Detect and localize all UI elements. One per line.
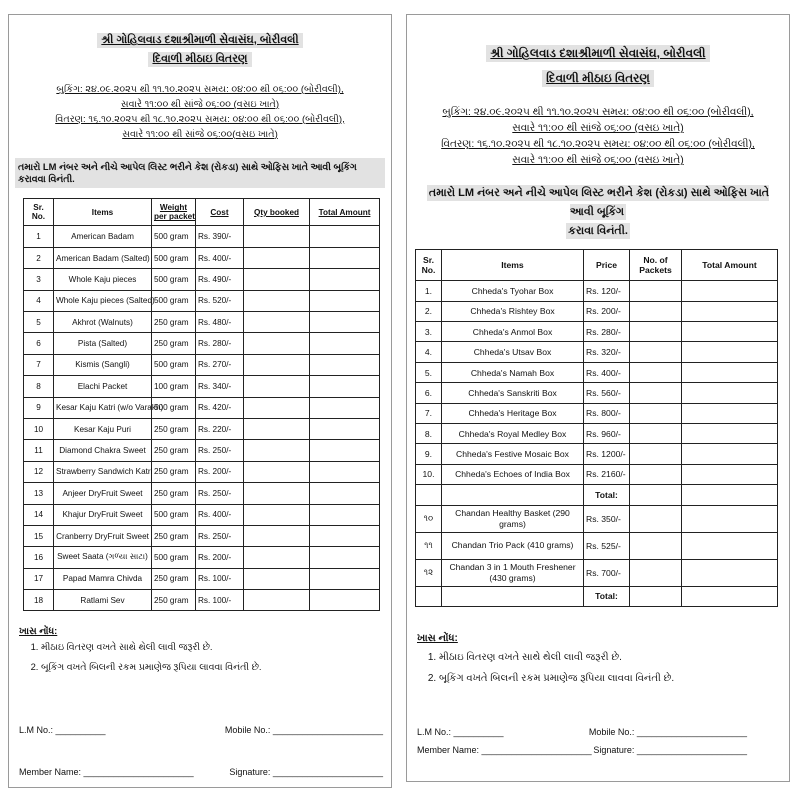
sr-number-cell: 1 xyxy=(24,226,54,247)
form-header xyxy=(407,45,789,95)
packets-input[interactable] xyxy=(630,532,682,559)
right-booking-form xyxy=(406,14,790,782)
price-cell: Rs. 700/- xyxy=(584,559,630,586)
table-row xyxy=(24,333,380,354)
price-cell: Rs. 800/- xyxy=(584,403,630,423)
item-name-cell: Chheda's Namah Box xyxy=(442,362,584,382)
packets-input[interactable] xyxy=(630,403,682,423)
item-name-cell: American Badam (Salted) xyxy=(54,247,152,268)
table-row xyxy=(24,483,380,504)
signature-field[interactable]: Signature: ______________________ xyxy=(229,767,383,777)
blank-cell xyxy=(442,485,584,505)
grand-total-input[interactable] xyxy=(682,586,778,606)
weight-cell: 500 gram xyxy=(152,397,196,418)
table-row xyxy=(24,547,380,568)
packets-input[interactable] xyxy=(630,559,682,586)
sr-number-cell: 11 xyxy=(24,440,54,461)
item-name-cell: Chandan Healthy Basket (290 grams) xyxy=(442,505,584,532)
total-amount-input[interactable] xyxy=(682,559,778,586)
packets-input[interactable] xyxy=(630,322,682,342)
total-amount-input[interactable] xyxy=(682,464,778,484)
cost-cell: Rs. 480/- xyxy=(196,312,244,333)
item-name-cell: American Badam xyxy=(54,226,152,247)
booking-vasai-timing: સવારે ૧૧:૦૦ થી સાંજે ૦૬:૦૦ (વસઇ ખાતે) xyxy=(512,123,684,135)
item-name-cell: Chheda's Tyohar Box xyxy=(442,281,584,301)
footer-row-2 xyxy=(19,767,383,777)
total-amount-input[interactable] xyxy=(682,362,778,382)
item-name-cell: Chandan Trio Pack (410 grams) xyxy=(442,532,584,559)
packets-input[interactable] xyxy=(630,362,682,382)
schedule-block xyxy=(407,105,789,170)
qty-booked-input[interactable] xyxy=(244,247,310,268)
table-row xyxy=(24,226,380,247)
cost-cell: Rs. 250/- xyxy=(196,440,244,461)
dryfruit-items-table xyxy=(23,198,380,611)
booking-instruction: તમારો LM નંબર અને નીચે આપેલ લિસ્ટ ભરીને કેશ (રોકડા) સાથે ઓફિસ ખાતે આવી બૂકિંગ કરાવવા વિનંતી. xyxy=(15,158,385,188)
col-cost: Cost xyxy=(196,199,244,226)
table-row xyxy=(416,362,778,382)
weight-cell: 500 gram xyxy=(152,269,196,290)
price-cell: Rs. 200/- xyxy=(584,301,630,321)
sr-number-cell: 13 xyxy=(24,483,54,504)
weight-cell: 500 gram xyxy=(152,354,196,375)
total-amount-input[interactable] xyxy=(310,333,380,354)
cost-cell: Rs. 250/- xyxy=(196,483,244,504)
item-name-cell: Chheda's Anmol Box xyxy=(442,322,584,342)
total-amount-input[interactable] xyxy=(310,290,380,311)
total-amount-input[interactable] xyxy=(310,418,380,439)
item-name-cell: Akhrot (Walnuts) xyxy=(54,312,152,333)
table-row xyxy=(416,281,778,301)
total-amount-input[interactable] xyxy=(310,483,380,504)
grand-total-input[interactable] xyxy=(682,485,778,505)
col-total: Total Amount xyxy=(682,250,778,281)
weight-cell: 250 gram xyxy=(152,461,196,482)
weight-cell: 500 gram xyxy=(152,504,196,525)
table-row xyxy=(24,290,380,311)
item-name-cell: Kismis (Sangli) xyxy=(54,354,152,375)
booking-vasai-timing: સવારે ૧૧:૦૦ થી સાંજે ૦૬:૦૦ (વસઇ ખાતે) xyxy=(120,98,280,110)
cost-cell: Rs. 420/- xyxy=(196,397,244,418)
packets-input[interactable] xyxy=(630,464,682,484)
total-amount-input[interactable] xyxy=(310,590,380,611)
col-price: Price xyxy=(584,250,630,281)
price-cell: Rs. 120/- xyxy=(584,281,630,301)
total-amount-input[interactable] xyxy=(310,461,380,482)
sr-number-cell: 16 xyxy=(24,547,54,568)
total-amount-input[interactable] xyxy=(682,532,778,559)
instruction-line-2: કરાવા વિનંતી. xyxy=(568,225,628,237)
item-name-cell: Khajur DryFruit Sweet xyxy=(54,504,152,525)
weight-cell: 250 gram xyxy=(152,418,196,439)
packets-input[interactable] xyxy=(630,444,682,464)
cost-cell: Rs. 100/- xyxy=(196,568,244,589)
total-label: Total: xyxy=(584,586,630,606)
table-row xyxy=(416,423,778,443)
qty-booked-input[interactable] xyxy=(244,312,310,333)
price-cell: Rs. 960/- xyxy=(584,423,630,443)
lm-number-field[interactable]: L.M No.: __________ xyxy=(19,725,106,735)
table-row xyxy=(24,440,380,461)
cost-cell: Rs. 490/- xyxy=(196,269,244,290)
sr-number-cell: 1. xyxy=(416,281,442,301)
table-row xyxy=(416,532,778,559)
distribution-vasai-timing: સવારે ૧૧:૦૦ થી સાંજે ૦૬:૦૦(વસઇ ખાતે) xyxy=(122,128,278,140)
total-amount-input[interactable] xyxy=(682,423,778,443)
qty-booked-input[interactable] xyxy=(244,525,310,546)
sweet-boxes-table xyxy=(415,249,778,607)
price-cell: Rs. 320/- xyxy=(584,342,630,362)
item-name-cell: Chheda's Sanskriti Box xyxy=(442,383,584,403)
price-cell: Rs. 280/- xyxy=(584,322,630,342)
table-row xyxy=(24,247,380,268)
table-row xyxy=(416,322,778,342)
qty-booked-input[interactable] xyxy=(244,461,310,482)
sr-number-cell: 8. xyxy=(416,423,442,443)
total-amount-input[interactable] xyxy=(682,322,778,342)
mobile-number-field[interactable]: Mobile No.: ______________________ xyxy=(224,725,383,735)
table-row xyxy=(416,301,778,321)
sr-number-cell: 10. xyxy=(416,464,442,484)
sr-number-cell: 7 xyxy=(24,354,54,375)
weight-cell: 500 gram xyxy=(152,547,196,568)
item-name-cell: Sweet Saata (ગળ્યા સાટા) xyxy=(54,547,152,568)
cost-cell: Rs. 270/- xyxy=(196,354,244,375)
distribution-dates: વિતરણ: ૧૬.૧૦.૨૦૨૫ થી ૧૮.૧૦.૨૦૨૫ સમય: ૦૪:૦૦ થી ૦૬:૦૦ (બોરીવલી), xyxy=(441,139,755,151)
sr-number-cell: 10 xyxy=(24,418,54,439)
table-row xyxy=(24,312,380,333)
qty-booked-input[interactable] xyxy=(244,418,310,439)
sr-number-cell: 9. xyxy=(416,444,442,464)
item-name-cell: Papad Mamra Chivda xyxy=(54,568,152,589)
blank-cell xyxy=(442,586,584,606)
note-item: 2. બૂકિંગ વખતે બિલની રકમ પ્રમાણેજ રૂપિયા લાવવા વિનંતી છે. xyxy=(439,673,789,684)
item-name-cell: Strawberry Sandwich Katri xyxy=(54,461,152,482)
cost-cell: Rs. 400/- xyxy=(196,247,244,268)
booking-dates: બુકિંગ: ૨૪.૦૯.૨૦૨૫ થી ૧૧.૧૦.૨૦૨૫ સમય: ૦૪:૦૦ થી ૦૬:૦૦ (બોરીવલી), xyxy=(442,107,754,118)
booking-dates: બુકિંગ: ૨૪.૦૯.૨૦૨૫ થી ૧૧.૧૦.૨૦૨૫ સમય: ૦૪:૦૦ થી ૦૬:૦૦ (બોરીવલી), xyxy=(56,84,344,95)
item-name-cell: Whole Kaju pieces xyxy=(54,269,152,290)
schedule-block xyxy=(9,83,391,142)
member-name-field[interactable]: Member Name: ______________________ xyxy=(417,745,592,755)
sr-number-cell: 4 xyxy=(24,290,54,311)
table-row xyxy=(416,342,778,362)
col-sr: Sr. No. xyxy=(416,250,442,281)
table-row xyxy=(416,383,778,403)
item-name-cell: Chheda's Echoes of India Box xyxy=(442,464,584,484)
sr-number-cell: 18 xyxy=(24,590,54,611)
col-packets: No. of Packets xyxy=(630,250,682,281)
total-amount-input[interactable] xyxy=(310,312,380,333)
distribution-dates: વિતરણ: ૧૬.૧૦.૨૦૨૫ થી ૧૮.૧૦.૨૦૨૫ સમય: ૦૪:૦૦ થી ૦૬:૦૦ (બોરીવલી), xyxy=(55,113,345,125)
total-amount-input[interactable] xyxy=(310,376,380,397)
item-name-cell: Chheda's Rishtey Box xyxy=(442,301,584,321)
sr-number-cell: 2 xyxy=(24,247,54,268)
footer-row-1 xyxy=(19,725,383,735)
item-name-cell: Chheda's Utsav Box xyxy=(442,342,584,362)
distribution-vasai-timing: સવારે ૧૧:૦૦ થી સાંજે ૦૬:૦૦ (વસઇ ખાતે) xyxy=(512,155,684,167)
weight-cell: 250 gram xyxy=(152,590,196,611)
price-cell: Rs. 400/- xyxy=(584,362,630,382)
table-row xyxy=(24,269,380,290)
form-header xyxy=(9,33,391,71)
price-cell: Rs. 525/- xyxy=(584,532,630,559)
qty-booked-input[interactable] xyxy=(244,290,310,311)
footer-row-2 xyxy=(417,745,747,755)
col-qty: Qty booked xyxy=(244,199,310,226)
total-amount-input[interactable] xyxy=(310,504,380,525)
table-row xyxy=(24,354,380,375)
total-amount-input[interactable] xyxy=(310,226,380,247)
total-amount-input[interactable] xyxy=(310,568,380,589)
table-row xyxy=(24,590,380,611)
col-weight: Weight per packet xyxy=(152,199,196,226)
blank-cell xyxy=(416,485,442,505)
packets-input[interactable] xyxy=(630,423,682,443)
item-name-cell: Pista (Salted) xyxy=(54,333,152,354)
sr-number-cell: 3 xyxy=(24,269,54,290)
table-row xyxy=(24,376,380,397)
mobile-number-field[interactable]: Mobile No.: ______________________ xyxy=(588,727,747,737)
special-notes xyxy=(417,633,789,684)
qty-booked-input[interactable] xyxy=(244,269,310,290)
weight-cell: 100 gram xyxy=(152,376,196,397)
packets-input[interactable] xyxy=(630,383,682,403)
qty-booked-input[interactable] xyxy=(244,376,310,397)
packets-input[interactable] xyxy=(630,281,682,301)
notes-list xyxy=(19,641,391,673)
cost-cell: Rs. 200/- xyxy=(196,547,244,568)
item-name-cell: Chandan 3 in 1 Mouth Freshener (430 grams) xyxy=(442,559,584,586)
cost-cell: Rs. 390/- xyxy=(196,226,244,247)
qty-booked-input[interactable] xyxy=(244,547,310,568)
total-amount-input[interactable] xyxy=(310,397,380,418)
table-row xyxy=(24,568,380,589)
sr-number-cell: 4. xyxy=(416,342,442,362)
table-header-row xyxy=(416,250,778,281)
weight-cell: 250 gram xyxy=(152,525,196,546)
table-row xyxy=(416,464,778,484)
item-name-cell: Kesar Kaju Katri (w/o Varakh) xyxy=(54,397,152,418)
table-row xyxy=(24,525,380,546)
item-name-cell: Whole Kaju pieces (Salted) xyxy=(54,290,152,311)
notes-title: ખાસ નોંધ: xyxy=(19,625,58,637)
qty-booked-input[interactable] xyxy=(244,354,310,375)
col-total: Total Amount xyxy=(310,199,380,226)
total-amount-input[interactable] xyxy=(310,269,380,290)
table-row xyxy=(416,403,778,423)
left-booking-form xyxy=(8,14,392,788)
table-row xyxy=(416,559,778,586)
table-row xyxy=(24,418,380,439)
sr-number-cell: 9 xyxy=(24,397,54,418)
sr-number-cell: ૧૧ xyxy=(416,532,442,559)
signature-field[interactable]: Signature: ______________________ xyxy=(593,745,747,755)
total-amount-input[interactable] xyxy=(310,440,380,461)
item-name-cell: Diamond Chakra Sweet xyxy=(54,440,152,461)
blank-cell xyxy=(416,586,442,606)
item-name-cell: Cranberry DryFruit Sweet xyxy=(54,525,152,546)
sr-number-cell: 5. xyxy=(416,362,442,382)
weight-cell: 250 gram xyxy=(152,483,196,504)
total-label: Total: xyxy=(584,485,630,505)
cost-cell: Rs. 280/- xyxy=(196,333,244,354)
item-name-cell: Elachi Packet xyxy=(54,376,152,397)
col-items: Items xyxy=(442,250,584,281)
note-item: 1. મીઠાઇ વિતરણ વખતે સાથે થેલી લાવી જરૂરી છે. xyxy=(439,652,789,663)
notes-title: ખાસ નોંધ: xyxy=(417,632,458,644)
cost-cell: Rs. 520/- xyxy=(196,290,244,311)
organization-name: શ્રી ગોહિલવાડ દશાશ્રીમાળી સેવાસંઘ, બોરીવલી xyxy=(97,33,302,48)
qty-booked-input[interactable] xyxy=(244,440,310,461)
table-row xyxy=(24,397,380,418)
notes-list xyxy=(417,652,789,684)
packets-input[interactable] xyxy=(630,301,682,321)
weight-cell: 250 gram xyxy=(152,440,196,461)
total-amount-input[interactable] xyxy=(310,547,380,568)
instruction-line-1: તમારો LM નંબર અને નીચે આપેલ લિસ્ટ ભરીને કેશ (રોકડા) સાથે ઓફિસ ખાતે આવી બૂકિંગ xyxy=(428,186,770,218)
qty-booked-input[interactable] xyxy=(244,483,310,504)
total-amount-input[interactable] xyxy=(682,383,778,403)
total-amount-input[interactable] xyxy=(682,301,778,321)
note-item: 2. બૂકિંગ વખતે બિલની રકમ પ્રમાણેજ રૂપિયા લાવવા વિનંતી છે. xyxy=(41,661,391,673)
qty-booked-input[interactable] xyxy=(244,333,310,354)
cost-cell: Rs. 100/- xyxy=(196,590,244,611)
sr-number-cell: 14 xyxy=(24,504,54,525)
item-name-cell: Chheda's Heritage Box xyxy=(442,403,584,423)
total-amount-input[interactable] xyxy=(682,403,778,423)
price-cell: Rs. 2160/- xyxy=(584,464,630,484)
form-title: દિવાળી મીઠાઇ વિતરણ xyxy=(148,52,251,67)
weight-cell: 500 gram xyxy=(152,226,196,247)
sr-number-cell: 6 xyxy=(24,333,54,354)
total-amount-input[interactable] xyxy=(682,342,778,362)
table-row xyxy=(416,505,778,532)
weight-cell: 500 gram xyxy=(152,247,196,268)
table-row xyxy=(24,461,380,482)
total-amount-input[interactable] xyxy=(310,354,380,375)
cost-cell: Rs. 400/- xyxy=(196,504,244,525)
weight-cell: 250 gram xyxy=(152,333,196,354)
qty-booked-input[interactable] xyxy=(244,397,310,418)
sr-number-cell: 7. xyxy=(416,403,442,423)
total-amount-input[interactable] xyxy=(310,247,380,268)
sr-number-cell: 2. xyxy=(416,301,442,321)
cost-cell: Rs. 220/- xyxy=(196,418,244,439)
weight-cell: 250 gram xyxy=(152,568,196,589)
table-row xyxy=(24,504,380,525)
special-notes xyxy=(19,625,391,673)
item-name-cell: Chheda's Festive Mosaic Box xyxy=(442,444,584,464)
lm-number-field[interactable]: L.M No.: __________ xyxy=(417,727,504,737)
weight-cell: 250 gram xyxy=(152,312,196,333)
item-name-cell: Chheda's Royal Medley Box xyxy=(442,423,584,443)
packets-input[interactable] xyxy=(630,342,682,362)
total-amount-input[interactable] xyxy=(682,505,778,532)
sr-number-cell: 17 xyxy=(24,568,54,589)
price-cell: Rs. 350/- xyxy=(584,505,630,532)
sr-number-cell: 15 xyxy=(24,525,54,546)
sr-number-cell: 8 xyxy=(24,376,54,397)
total-amount-input[interactable] xyxy=(310,525,380,546)
col-items: Items xyxy=(54,199,152,226)
sr-number-cell: ૧૦ xyxy=(416,505,442,532)
total-amount-input[interactable] xyxy=(682,281,778,301)
price-cell: Rs. 560/- xyxy=(584,383,630,403)
item-name-cell: Ratlami Sev xyxy=(54,590,152,611)
form-title: દિવાળી મીઠાઇ વિતરણ xyxy=(542,70,654,87)
weight-cell: 500 gram xyxy=(152,290,196,311)
price-cell: Rs. 1200/- xyxy=(584,444,630,464)
cost-cell: Rs. 200/- xyxy=(196,461,244,482)
member-name-field[interactable]: Member Name: ______________________ xyxy=(19,767,194,777)
cost-cell: Rs. 340/- xyxy=(196,376,244,397)
organization-name: શ્રી ગોહિલવાડ દશાશ્રીમાળી સેવાસંઘ, બોરીવલી xyxy=(486,45,709,62)
cost-cell: Rs. 250/- xyxy=(196,525,244,546)
total-packets-input[interactable] xyxy=(630,485,682,505)
col-sr: Sr. No. xyxy=(24,199,54,226)
total-row xyxy=(416,586,778,606)
sr-number-cell: 12 xyxy=(24,461,54,482)
total-row xyxy=(416,485,778,505)
qty-booked-input[interactable] xyxy=(244,226,310,247)
qty-booked-input[interactable] xyxy=(244,568,310,589)
total-amount-input[interactable] xyxy=(682,444,778,464)
total-packets-input[interactable] xyxy=(630,586,682,606)
item-name-cell: Anjeer DryFruit Sweet xyxy=(54,483,152,504)
sr-number-cell: ૧૨ xyxy=(416,559,442,586)
booking-instruction xyxy=(417,184,779,242)
table-header-row xyxy=(24,199,380,226)
sr-number-cell: 5 xyxy=(24,312,54,333)
packets-input[interactable] xyxy=(630,505,682,532)
footer-row-1 xyxy=(417,727,747,737)
qty-booked-input[interactable] xyxy=(244,590,310,611)
sr-number-cell: 3. xyxy=(416,322,442,342)
qty-booked-input[interactable] xyxy=(244,504,310,525)
item-name-cell: Kesar Kaju Puri xyxy=(54,418,152,439)
table-row xyxy=(416,444,778,464)
sr-number-cell: 6. xyxy=(416,383,442,403)
note-item: 1. મીઠાઇ વિતરણ વખતે સાથે થેલી લાવી જરૂરી છે. xyxy=(41,641,391,653)
